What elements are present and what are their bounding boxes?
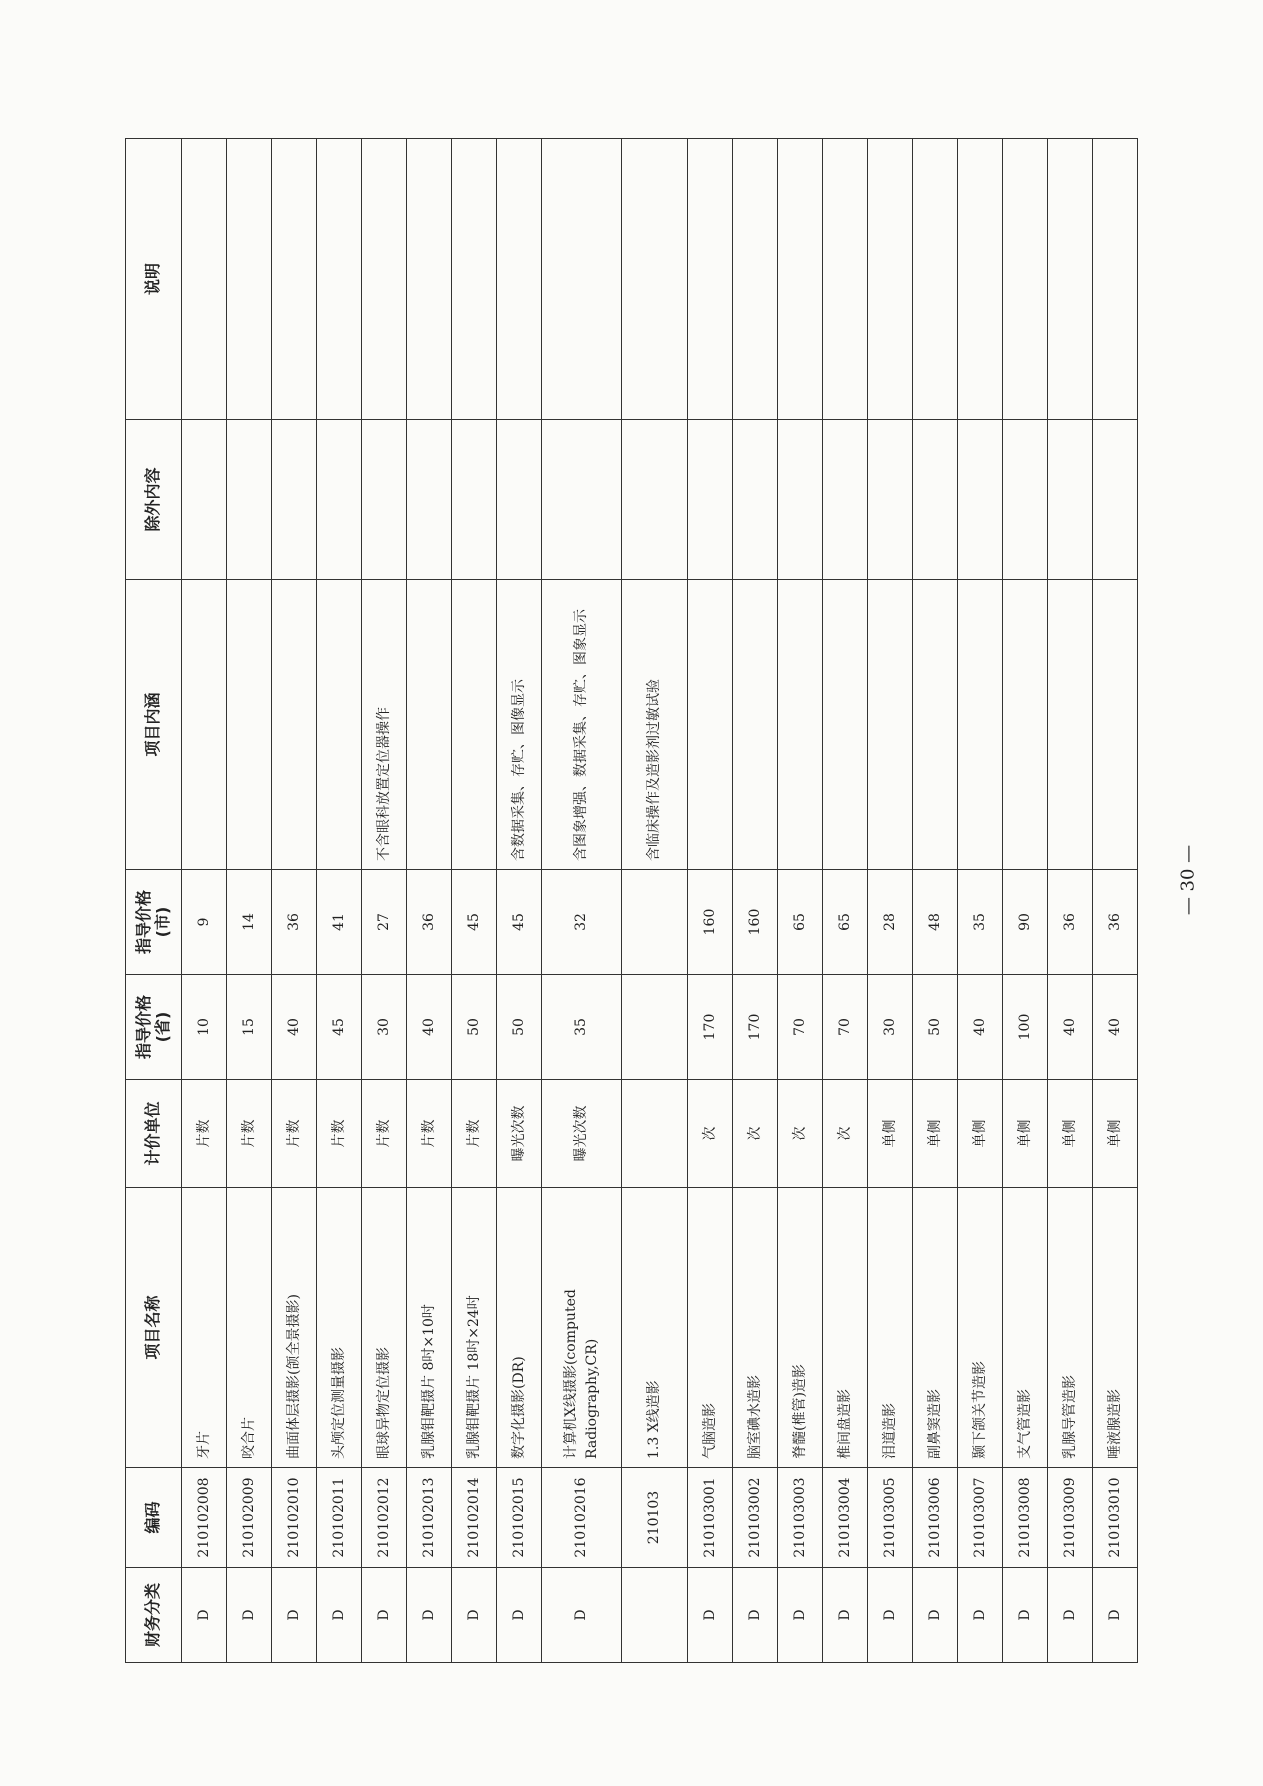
cell-name: 脑室碘水造影 <box>733 1188 778 1468</box>
cell-category: D <box>542 1568 622 1663</box>
cell-notes <box>182 139 227 420</box>
cell-code: 210103009 <box>1048 1468 1093 1568</box>
header-name: 项目名称 <box>126 1188 182 1468</box>
cell-price-city: 28 <box>868 870 913 975</box>
cell-content <box>1093 580 1138 870</box>
cell-unit: 单侧 <box>868 1080 913 1188</box>
cell-excluded <box>542 420 622 580</box>
cell-notes <box>407 139 452 420</box>
cell-excluded <box>182 420 227 580</box>
table-row <box>1003 139 1048 1663</box>
price-table <box>125 138 1138 1663</box>
cell-excluded <box>227 420 272 580</box>
cell-price-city: 90 <box>1003 870 1048 975</box>
cell-unit: 片数 <box>317 1080 362 1188</box>
cell-excluded <box>958 420 1003 580</box>
table-row <box>317 139 362 1663</box>
cell-price-province: 40 <box>407 975 452 1080</box>
cell-name: 颞下颌关节造影 <box>958 1188 1003 1468</box>
cell-notes <box>868 139 913 420</box>
cell-price-city: 14 <box>227 870 272 975</box>
cell-excluded <box>868 420 913 580</box>
cell-unit: 次 <box>733 1080 778 1188</box>
cell-name: 泪道造影 <box>868 1188 913 1468</box>
cell-code: 210103003 <box>778 1468 823 1568</box>
cell-price-province: 40 <box>272 975 317 1080</box>
cell-price-city: 35 <box>958 870 1003 975</box>
table-row <box>733 139 778 1663</box>
cell-content: 不含眼科放置定位器操作 <box>362 580 407 870</box>
cell-content <box>452 580 497 870</box>
table-row <box>868 139 913 1663</box>
table-row <box>542 139 622 1663</box>
table-row <box>362 139 407 1663</box>
cell-price-province: 50 <box>452 975 497 1080</box>
cell-price-province: 40 <box>1048 975 1093 1080</box>
header-code: 编码 <box>126 1468 182 1568</box>
cell-content <box>733 580 778 870</box>
header-content: 项目内涵 <box>126 580 182 870</box>
cell-code: 210103001 <box>688 1468 733 1568</box>
cell-price-province: 10 <box>182 975 227 1080</box>
cell-name: 头颅定位测量摄影 <box>317 1188 362 1468</box>
cell-price-province: 30 <box>362 975 407 1080</box>
cell-unit: 单侧 <box>913 1080 958 1188</box>
cell-code: 210102016 <box>542 1468 622 1568</box>
cell-category: D <box>1048 1568 1093 1663</box>
cell-price-city: 45 <box>497 870 542 975</box>
cell-notes <box>272 139 317 420</box>
cell-name: 乳腺钼靶摄片 18吋×24吋 <box>452 1188 497 1468</box>
cell-unit: 片数 <box>182 1080 227 1188</box>
section-row <box>622 139 688 1663</box>
cell-content: 含数据采集、存贮、图像显示 <box>497 580 542 870</box>
cell-price-city: 160 <box>733 870 778 975</box>
cell-name: 支气管造影 <box>1003 1188 1048 1468</box>
header-category: 财务分类 <box>126 1568 182 1663</box>
cell-price-city: 36 <box>1048 870 1093 975</box>
cell-price-city: 9 <box>182 870 227 975</box>
cell-name: 计算机X线摄影(computed Radiography,CR) <box>542 1188 622 1468</box>
cell-excluded <box>688 420 733 580</box>
cell-code: 210103002 <box>733 1468 778 1568</box>
table-row <box>227 139 272 1663</box>
cell-unit: 单侧 <box>1003 1080 1048 1188</box>
cell-excluded <box>1003 420 1048 580</box>
cell-price-province: 30 <box>868 975 913 1080</box>
cell-excluded <box>362 420 407 580</box>
cell-notes <box>913 139 958 420</box>
cell-code: 210103007 <box>958 1468 1003 1568</box>
cell-name: 眼球异物定位摄影 <box>362 1188 407 1468</box>
cell-category: D <box>913 1568 958 1663</box>
cell-content <box>688 580 733 870</box>
table-row <box>497 139 542 1663</box>
cell-notes <box>227 139 272 420</box>
cell-price-province: 170 <box>733 975 778 1080</box>
cell-content <box>407 580 452 870</box>
table-header <box>126 139 182 1663</box>
cell-name: 唾液腺造影 <box>1093 1188 1138 1468</box>
table-row <box>958 139 1003 1663</box>
cell-notes <box>823 139 868 420</box>
cell-code: 210103010 <box>1093 1468 1138 1568</box>
table-row <box>913 139 958 1663</box>
table-row <box>182 139 227 1663</box>
cell-excluded <box>823 420 868 580</box>
cell-code: 210102010 <box>272 1468 317 1568</box>
table-row <box>407 139 452 1663</box>
cell-price-city: 27 <box>362 870 407 975</box>
cell-notes <box>733 139 778 420</box>
cell-excluded <box>407 420 452 580</box>
header-notes: 说明 <box>126 139 182 420</box>
cell-unit: 次 <box>688 1080 733 1188</box>
cell-unit <box>622 1080 688 1188</box>
cell-unit: 单侧 <box>1048 1080 1093 1188</box>
cell-notes <box>497 139 542 420</box>
cell-category: D <box>272 1568 317 1663</box>
cell-price-province: 50 <box>913 975 958 1080</box>
cell-unit: 曝光次数 <box>542 1080 622 1188</box>
cell-price-city: 65 <box>823 870 868 975</box>
cell-excluded <box>733 420 778 580</box>
cell-name: 脊髓(椎管)造影 <box>778 1188 823 1468</box>
cell-unit: 次 <box>823 1080 868 1188</box>
cell-price-city <box>622 870 688 975</box>
table-body <box>182 139 1138 1663</box>
cell-content <box>182 580 227 870</box>
cell-category: D <box>1093 1568 1138 1663</box>
page-number-text: — 30 — <box>1177 844 1199 916</box>
header-price-province: 指导价格 (省) <box>126 975 182 1080</box>
cell-unit: 片数 <box>272 1080 317 1188</box>
header-excluded: 除外内容 <box>126 420 182 580</box>
header-unit: 计价单位 <box>126 1080 182 1188</box>
cell-unit: 片数 <box>452 1080 497 1188</box>
cell-excluded <box>1048 420 1093 580</box>
cell-unit: 次 <box>778 1080 823 1188</box>
cell-notes <box>1093 139 1138 420</box>
cell-content <box>913 580 958 870</box>
cell-category: D <box>407 1568 452 1663</box>
cell-price-city: 32 <box>542 870 622 975</box>
cell-price-city: 65 <box>778 870 823 975</box>
cell-price-province: 40 <box>1093 975 1138 1080</box>
cell-excluded <box>317 420 362 580</box>
cell-name: 牙片 <box>182 1188 227 1468</box>
cell-name: 数字化摄影(DR) <box>497 1188 542 1468</box>
cell-content <box>958 580 1003 870</box>
cell-excluded <box>1093 420 1138 580</box>
cell-content <box>1003 580 1048 870</box>
cell-content: 含临床操作及造影剂过敏试验 <box>622 580 688 870</box>
cell-excluded <box>452 420 497 580</box>
rotated-table-container <box>125 139 1135 1663</box>
cell-name: 椎间盘造影 <box>823 1188 868 1468</box>
cell-notes <box>622 139 688 420</box>
cell-price-city: 160 <box>688 870 733 975</box>
cell-price-province: 50 <box>497 975 542 1080</box>
cell-unit: 片数 <box>362 1080 407 1188</box>
cell-content <box>778 580 823 870</box>
table-row <box>272 139 317 1663</box>
cell-code: 210102009 <box>227 1468 272 1568</box>
cell-price-province: 100 <box>1003 975 1048 1080</box>
cell-name: 1.3 X线造影 <box>622 1188 688 1468</box>
cell-content <box>1048 580 1093 870</box>
cell-name: 副鼻窦造影 <box>913 1188 958 1468</box>
cell-name: 咬合片 <box>227 1188 272 1468</box>
cell-content <box>272 580 317 870</box>
cell-excluded <box>272 420 317 580</box>
cell-unit: 片数 <box>407 1080 452 1188</box>
cell-category: D <box>778 1568 823 1663</box>
cell-price-province: 70 <box>823 975 868 1080</box>
cell-content <box>227 580 272 870</box>
cell-category: D <box>227 1568 272 1663</box>
cell-code: 210103 <box>622 1468 688 1568</box>
cell-code: 210103005 <box>868 1468 913 1568</box>
cell-notes <box>958 139 1003 420</box>
cell-name: 曲面体层摄影(颌全景摄影) <box>272 1188 317 1468</box>
cell-category: D <box>868 1568 913 1663</box>
cell-price-city: 36 <box>1093 870 1138 975</box>
cell-unit: 片数 <box>227 1080 272 1188</box>
cell-code: 210102014 <box>452 1468 497 1568</box>
table-row <box>688 139 733 1663</box>
cell-price-province: 170 <box>688 975 733 1080</box>
cell-category: D <box>497 1568 542 1663</box>
cell-category: D <box>688 1568 733 1663</box>
cell-unit: 曝光次数 <box>497 1080 542 1188</box>
cell-excluded <box>497 420 542 580</box>
cell-category: D <box>733 1568 778 1663</box>
cell-notes <box>1003 139 1048 420</box>
cell-price-city: 36 <box>407 870 452 975</box>
cell-category: D <box>958 1568 1003 1663</box>
cell-category: D <box>182 1568 227 1663</box>
cell-excluded <box>622 420 688 580</box>
cell-price-province: 70 <box>778 975 823 1080</box>
cell-content: 含图象增强、数据采集、存贮、图象显示 <box>542 580 622 870</box>
cell-price-province: 15 <box>227 975 272 1080</box>
cell-name: 乳腺导管造影 <box>1048 1188 1093 1468</box>
header-row <box>126 139 182 1663</box>
cell-notes <box>362 139 407 420</box>
table-row <box>1048 139 1093 1663</box>
cell-notes <box>452 139 497 420</box>
cell-notes <box>542 139 622 420</box>
cell-price-city: 36 <box>272 870 317 975</box>
cell-price-province: 40 <box>958 975 1003 1080</box>
cell-code: 210102012 <box>362 1468 407 1568</box>
cell-unit: 单侧 <box>1093 1080 1138 1188</box>
header-price-city: 指导价格 (市) <box>126 870 182 975</box>
cell-notes <box>317 139 362 420</box>
table-row <box>452 139 497 1663</box>
cell-code: 210103006 <box>913 1468 958 1568</box>
cell-price-province: 45 <box>317 975 362 1080</box>
cell-code: 210103004 <box>823 1468 868 1568</box>
cell-code: 210102011 <box>317 1468 362 1568</box>
table-row <box>778 139 823 1663</box>
cell-notes <box>1048 139 1093 420</box>
cell-excluded <box>913 420 958 580</box>
cell-name: 乳腺钼靶摄片 8吋×10吋 <box>407 1188 452 1468</box>
table-row <box>823 139 868 1663</box>
cell-notes <box>688 139 733 420</box>
cell-category: D <box>1003 1568 1048 1663</box>
cell-category: D <box>452 1568 497 1663</box>
cell-price-city: 45 <box>452 870 497 975</box>
cell-category <box>622 1568 688 1663</box>
cell-category: D <box>317 1568 362 1663</box>
cell-unit: 单侧 <box>958 1080 1003 1188</box>
cell-code: 210102013 <box>407 1468 452 1568</box>
cell-code: 210102015 <box>497 1468 542 1568</box>
cell-content <box>868 580 913 870</box>
cell-excluded <box>778 420 823 580</box>
cell-content <box>317 580 362 870</box>
cell-price-city: 48 <box>913 870 958 975</box>
cell-price-province <box>622 975 688 1080</box>
cell-name: 气脑造影 <box>688 1188 733 1468</box>
cell-code: 210103008 <box>1003 1468 1048 1568</box>
cell-price-province: 35 <box>542 975 622 1080</box>
cell-content <box>823 580 868 870</box>
cell-category: D <box>362 1568 407 1663</box>
cell-notes <box>778 139 823 420</box>
cell-code: 210102008 <box>182 1468 227 1568</box>
cell-category: D <box>823 1568 868 1663</box>
cell-price-city: 41 <box>317 870 362 975</box>
table-row <box>1093 139 1138 1663</box>
